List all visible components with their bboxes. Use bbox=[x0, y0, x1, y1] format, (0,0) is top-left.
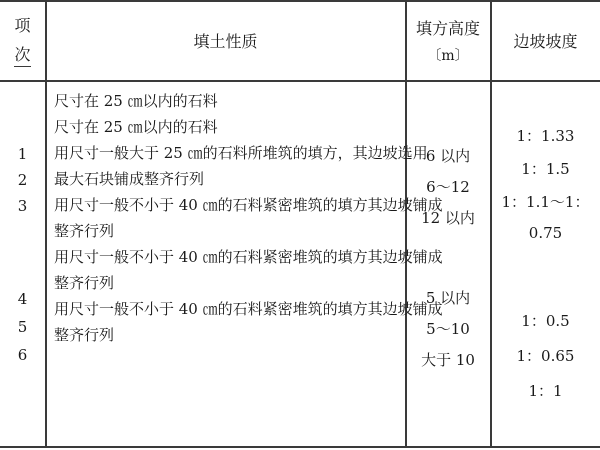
description-line: 用尺寸一般不小于 40 ㎝的石料紧密堆筑的填方其边坡铺成 bbox=[54, 300, 443, 318]
description-line: 最大石块铺成整齐行列 bbox=[54, 170, 205, 188]
description-line: 尺寸在 25 ㎝以内的石料 bbox=[54, 92, 218, 110]
index-group-1 bbox=[0, 145, 45, 215]
description-line: 整齐行列 bbox=[54, 222, 115, 240]
height-group-2 bbox=[406, 287, 490, 370]
slope-value: 1：1.33 bbox=[516, 127, 575, 145]
description-line: 整齐行列 bbox=[54, 274, 115, 292]
index-group-2 bbox=[0, 290, 45, 364]
row-index: 5 bbox=[17, 318, 28, 336]
description-line: 用尺寸一般不小于 40 ㎝的石料紧密堆筑的填方其边坡铺成 bbox=[54, 196, 443, 214]
slope-value: 1：0.5 bbox=[521, 312, 570, 330]
height-value: 12 以内 bbox=[421, 209, 475, 227]
row-index: 3 bbox=[17, 197, 28, 215]
description-line: 尺寸在 25 ㎝以内的石料 bbox=[54, 118, 218, 136]
row-index: 1 bbox=[17, 145, 28, 163]
slope-value: 1：1.1～1： bbox=[501, 193, 590, 211]
description-line: 整齐行列 bbox=[54, 326, 115, 344]
header-fill-property: 填土性质 bbox=[193, 31, 258, 51]
slope-value: 1：1.5 bbox=[521, 160, 570, 178]
slope-group-2 bbox=[491, 310, 600, 401]
header-height-line2: 〔m〕 bbox=[427, 47, 469, 64]
height-value: 6～12 bbox=[426, 178, 470, 196]
height-value: 5～10 bbox=[426, 320, 470, 338]
height-value: 6 以内 bbox=[425, 147, 471, 165]
fill-property-descriptions bbox=[54, 88, 443, 348]
header-index bbox=[0, 0, 45, 80]
row-index: 4 bbox=[17, 290, 28, 308]
header-divider bbox=[0, 80, 600, 82]
header-index-top: 项 bbox=[14, 16, 31, 35]
slope-value: 0.75 bbox=[528, 224, 563, 242]
header-fill-height bbox=[406, 0, 490, 80]
header-index-bottom: 次 bbox=[14, 42, 30, 67]
description-line: 用尺寸一般不小于 40 ㎝的石料紧密堆筑的填方其边坡铺成 bbox=[54, 248, 443, 266]
row-index: 2 bbox=[17, 171, 28, 189]
height-value: 5 以内 bbox=[425, 289, 471, 307]
header-slope: 边坡坡度 bbox=[513, 31, 578, 51]
slope-value: 1：0.65 bbox=[516, 347, 575, 365]
slope-value: 1：1 bbox=[528, 382, 563, 400]
description-line: 用尺寸一般大于 25 ㎝的石料所堆筑的填方，其边坡选用 bbox=[54, 144, 428, 162]
height-group-1 bbox=[406, 145, 490, 228]
height-value: 大于 10 bbox=[421, 351, 475, 369]
row-index: 6 bbox=[17, 346, 28, 364]
table-bottom-border bbox=[0, 446, 600, 448]
slope-group-1 bbox=[491, 125, 600, 242]
header-height-line1: 填方高度 bbox=[415, 18, 480, 38]
